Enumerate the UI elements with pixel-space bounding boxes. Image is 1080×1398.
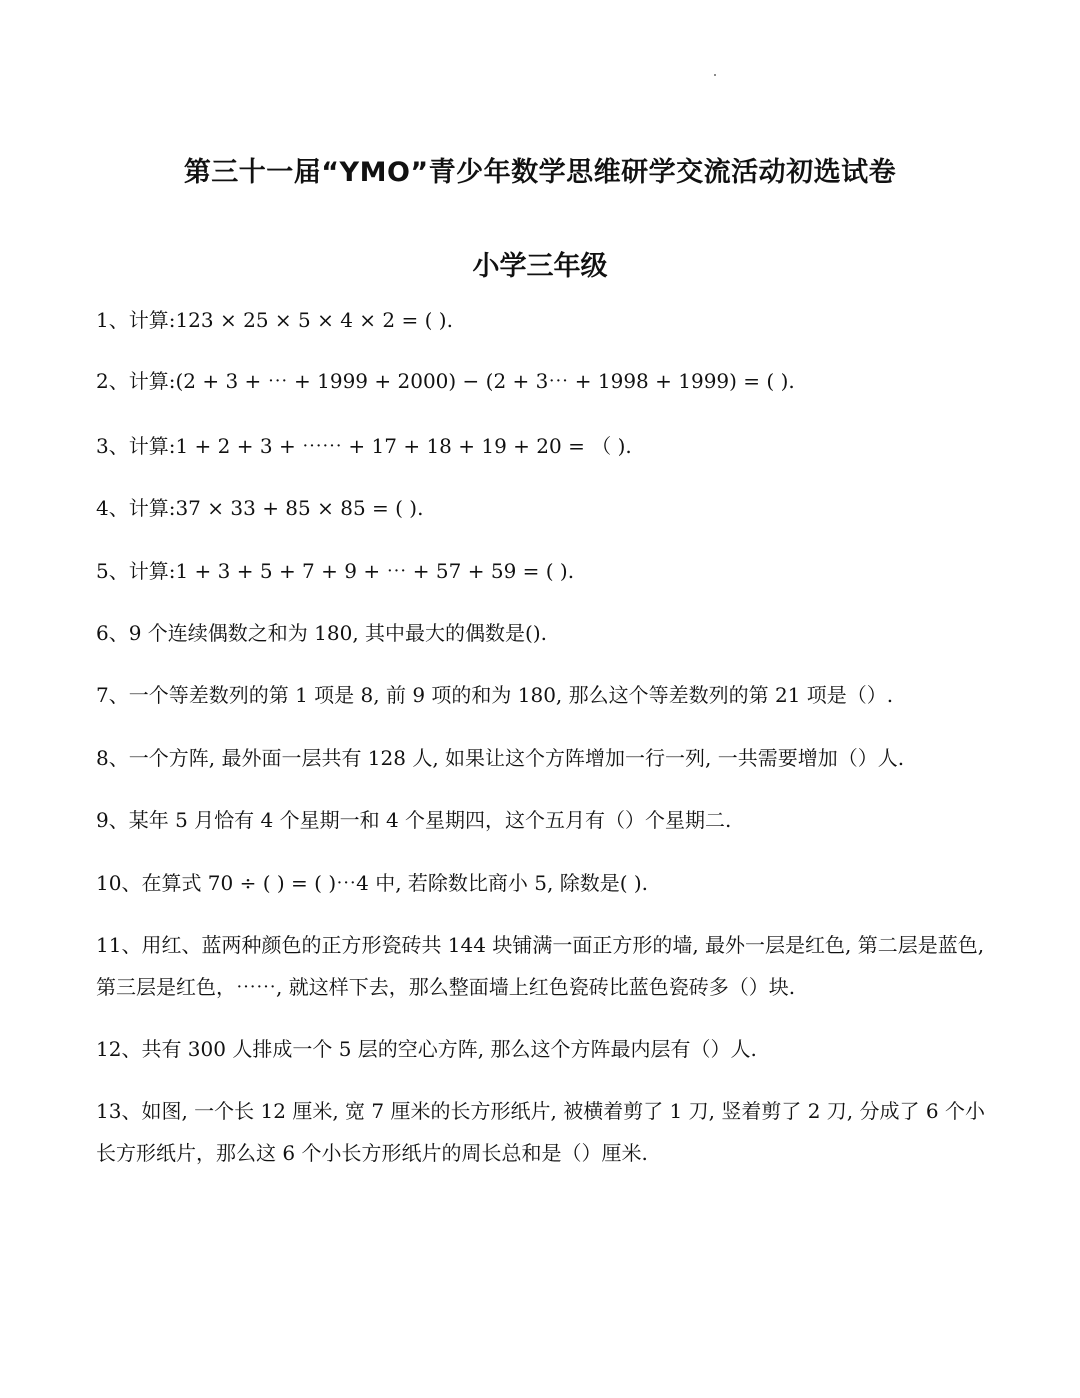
- question-7: 7、一个等差数列的第 1 项是 8, 前 9 项的和为 180, 那么这个等差数列的第 21 项是（）.: [96, 683, 894, 707]
- page-title: 第三十一届“YMO”青少年数学思维研学交流活动初选试卷: [183, 157, 897, 188]
- scan-speck: [714, 74, 716, 76]
- question-5: 5、计算:1 + 3 + 5 + 7 + 9 + ⋯ + 57 + 59 = ( ).: [96, 559, 575, 583]
- question-4: 4、计算:37 × 33 + 85 × 85 = ( ).: [96, 496, 424, 520]
- page-subtitle: 小学三年级: [472, 251, 608, 282]
- question-3: 3、计算:1 + 2 + 3 + ⋯⋯ + 17 + 18 + 19 + 20 = （ ).: [96, 434, 632, 458]
- question-8: 8、一个方阵, 最外面一层共有 128 人, 如果让这个方阵增加一行一列, 一共需要增加（）人.: [96, 746, 905, 770]
- question-2: 2、计算:(2 + 3 + ⋯ + 1999 + 2000) − (2 + 3⋯ + 1998 + 1999) = ( ).: [96, 369, 795, 393]
- question-11: 11、用红、蓝两种颜色的正方形瓷砖共 144 块铺满一面正方形的墙, 最外一层是红色, 第二层是蓝色, 第三层是红色，⋯⋯, 就这样下去，那么整面墙上红色瓷砖比蓝色瓷砖多（）块.: [96, 933, 985, 999]
- question-12: 12、共有 300 人排成一个 5 层的空心方阵, 那么这个方阵最内层有（）人.: [96, 1037, 757, 1061]
- question-6: 6、9 个连续偶数之和为 180, 其中最大的偶数是().: [96, 621, 548, 645]
- question-13: 13、如图, 一个长 12 厘米, 宽 7 厘米的长方形纸片, 被横着剪了 1 刀, 竖着剪了 2 刀, 分成了 6 个小长方形纸片，那么这 6 个小长方形纸片的周长总和是（）厘米.: [96, 1099, 985, 1165]
- question-9: 9、某年 5 月恰有 4 个星期一和 4 个星期四，这个五月有（）个星期二.: [96, 808, 732, 832]
- question-10: 10、在算式 70 ÷ ( ) = ( )⋯4 中, 若除数比商小 5, 除数是( ).: [96, 871, 649, 895]
- question-1: 1、计算:123 × 25 × 5 × 4 × 2 = ( ).: [96, 308, 453, 332]
